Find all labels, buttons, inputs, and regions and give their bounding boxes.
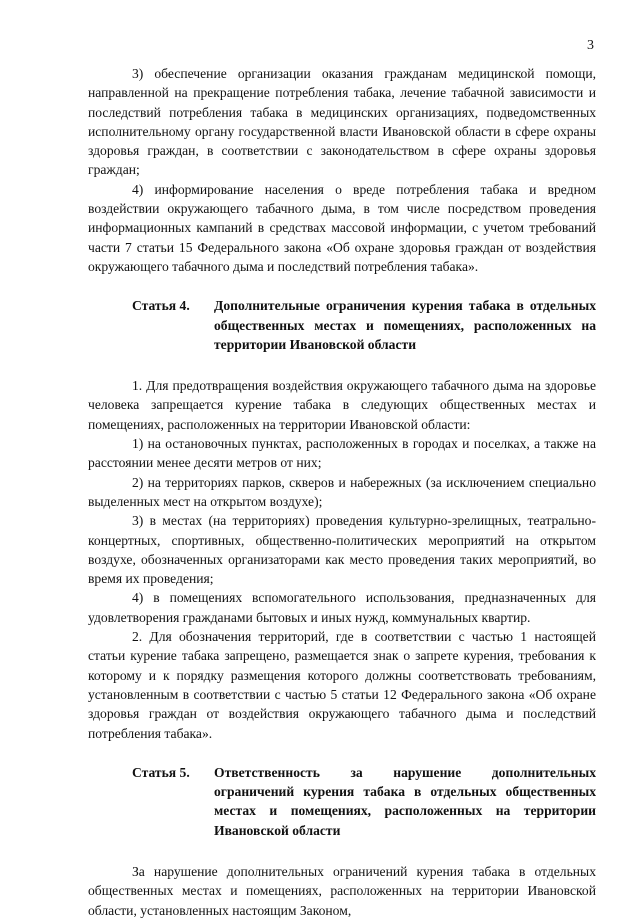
article-5-heading	[88, 763, 596, 840]
paragraph-item-2: 2) на территориях парков, скверов и набережных (за исключением специально выделенных мест на открытом воздухе);	[88, 474, 596, 509]
paragraph-part-2: 2. Для обозначения территорий, где в соответствии с частью 1 настоящей статьи курение табака запрещено, размещается знак о запрете курения, требования к которому и к порядку размещения которого должны соответствовать требованиям, установленным в соответствии с частью 5 статьи 12 Федерального закона «Об охране здоровья граждан от воздействия окружающего табачного дыма и последствий потребления табака».	[88, 629, 596, 741]
article-title: Ответственность за нарушение дополнительных ограничений курения табака в отдельных общественных местах и помещениях, расположенных на территории Ивановской области	[214, 764, 596, 838]
paragraph-item-3: 3) обеспечение организации оказания гражданам медицинской помощи, направленной на прекращение потребления табака, лечение табачной зависимости и последствий потребления табака в медицинских организациях, подведомственных исполнительному органу государственной власти Ивановской области в сфере охраны здоровья граждан, в соответствии с законодательством в сфере охраны здоровья граждан;	[88, 66, 596, 178]
page-number: 3	[587, 38, 594, 53]
paragraph-item-1: 1) на остановочных пунктах, расположенных в городах и поселках, а также на расстоянии менее десяти метров от них;	[88, 436, 596, 471]
article-title: Дополнительные ограничения курения табака в отдельных общественных местах и помещениях, расположенных на территории Ивановской области	[214, 298, 596, 352]
article-label: Статья 5.	[132, 764, 190, 780]
article-4-heading	[88, 296, 596, 354]
paragraph-item-3b: 3) в местах (на территориях) проведения культурно-зрелищных, театрально-концертных, спортивных, общественно-политических мероприятий на открытом воздухе, обозначенных организаторами как место проведения таких мероприятий, во время их проведения;	[88, 513, 596, 587]
paragraph-part-1: 1. Для предотвращения воздействия окружающего табачного дыма на здоровье человека запрещается курение табака в следующих общественных местах и помещениях, расположенных на территории Ивановской области:	[88, 378, 596, 432]
paragraph-liability: За нарушение дополнительных ограничений курения табака в отдельных общественных местах и помещениях, расположенных на территории Ивановской области, установленных настоящим Законом,	[88, 863, 596, 918]
document-body	[88, 64, 596, 920]
paragraph-item-4b: 4) в помещениях вспомогательного использования, предназначенных для удовлетворения гражданами бытовых и иных нужд, коммунальных квартир.	[88, 590, 596, 625]
paragraph-item-4: 4) информирование населения о вреде потребления табака и вредном воздействии окружающего табачного дыма, в том числе посредством проведения информационных кампаний в средствах массовой информации, с учетом требований части 7 статьи 15 Федерального закона «Об охране здоровья граждан от воздействия окружающего табачного дыма и последствий потребления табака».	[88, 181, 596, 274]
article-label: Статья 4.	[132, 298, 190, 314]
